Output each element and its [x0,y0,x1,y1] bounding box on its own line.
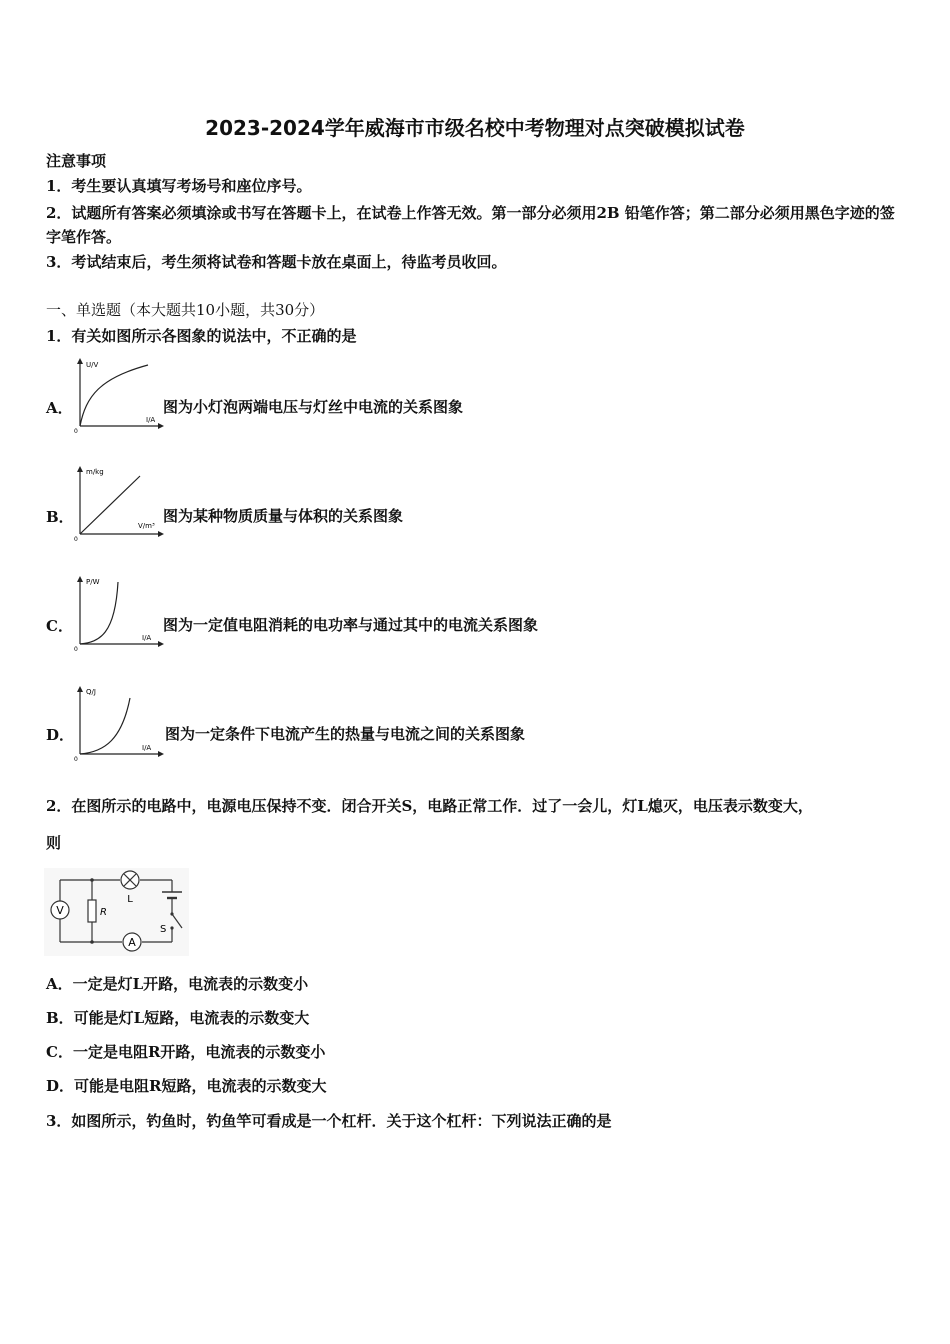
q1-option-d-text: 图为一定条件下电流产生的热量与电流之间的关系图象 [165,725,526,743]
question-2-stem: 2．在图所示的电路中，电源电压保持不变．闭合开关S，电路正常工作．过了一会儿，灯L熄灭，电压表示数变大， [46,797,813,815]
q2-option-d: D．可能是电阻R短路，电流表的示数变大 [46,1077,327,1095]
q1-option-a-text: 图为小灯泡两端电压与灯丝中电流的关系图象 [163,398,464,416]
q1-b-y-axis-label: m/kg [86,468,104,476]
q2-option-a: A．一定是灯L开路，电流表的示数变小 [46,975,309,993]
q1-d-x-axis-label: I/A [142,744,152,752]
q2-option-c: C．一定是电阻R开路，电流表的示数变小 [46,1043,326,1061]
q1-option-c-graph [70,574,170,652]
ammeter-symbol: A [128,936,136,949]
question-1-stem: 1．有关如图所示各图象的说法中，不正确的是 [46,327,357,345]
q1-option-d-letter: D． [46,726,75,744]
q1-c-x-axis-label: I/A [142,634,152,642]
q1-option-d-graph [70,684,170,762]
voltmeter-symbol: V [56,904,64,917]
notice-heading: 注意事项 [46,152,107,170]
q1-a-x-axis-label: I/A [146,416,156,424]
q2-circuit-diagram [44,868,189,956]
q1-b-x-axis-label: V/m³ [138,522,155,530]
q1-c-origin-label: 0 [74,646,78,652]
page-title: 2023-2024学年威海市市级名校中考物理对点突破模拟试卷 [205,116,745,140]
notice-item-3: 3．考试结束后，考生须将试卷和答题卡放在桌面上，待监考员收回。 [46,253,507,271]
q1-b-origin-label: 0 [74,536,78,542]
q1-option-c-letter: C． [46,617,73,635]
q1-d-origin-label: 0 [74,756,78,762]
q1-option-a-letter: A． [46,399,73,417]
q1-option-c-text: 图为一定值电阻消耗的电功率与通过其中的电流关系图象 [163,616,539,634]
question-3-stem: 3．如图所示，钓鱼时，钓鱼竿可看成是一个杠杆．关于这个杠杆：下列说法正确的是 [46,1112,612,1130]
notice-item-1: 1．考生要认真填写考场号和座位序号。 [46,177,312,195]
q1-option-a-graph [70,356,170,434]
section-heading: 一、单选题（本大题共10小题，共30分） [46,301,325,319]
resistor-label: R [100,907,107,918]
q1-option-b-letter: B． [46,508,74,526]
lamp-label: L [127,894,133,905]
notice-item-2: 2．试题所有答案必须填涂或书写在答题卡上，在试卷上作答无效。第一部分必须用2B 铅笔作答；第二部分必须用黑色字迹的签字笔作答。 [46,204,895,246]
q1-option-b-graph [70,464,170,542]
q1-d-y-axis-label: Q/J [86,688,96,696]
question-2-stem-continued: 则 [46,834,62,852]
q1-a-origin-label: 0 [74,428,78,434]
q2-option-b: B．可能是灯L短路，电流表的示数变大 [46,1009,310,1027]
q1-a-y-axis-label: U/V [86,361,99,369]
q1-option-b-text: 图为某种物质质量与体积的关系图象 [163,507,404,525]
switch-label: S [160,924,167,935]
q1-c-y-axis-label: P/W [86,578,100,586]
